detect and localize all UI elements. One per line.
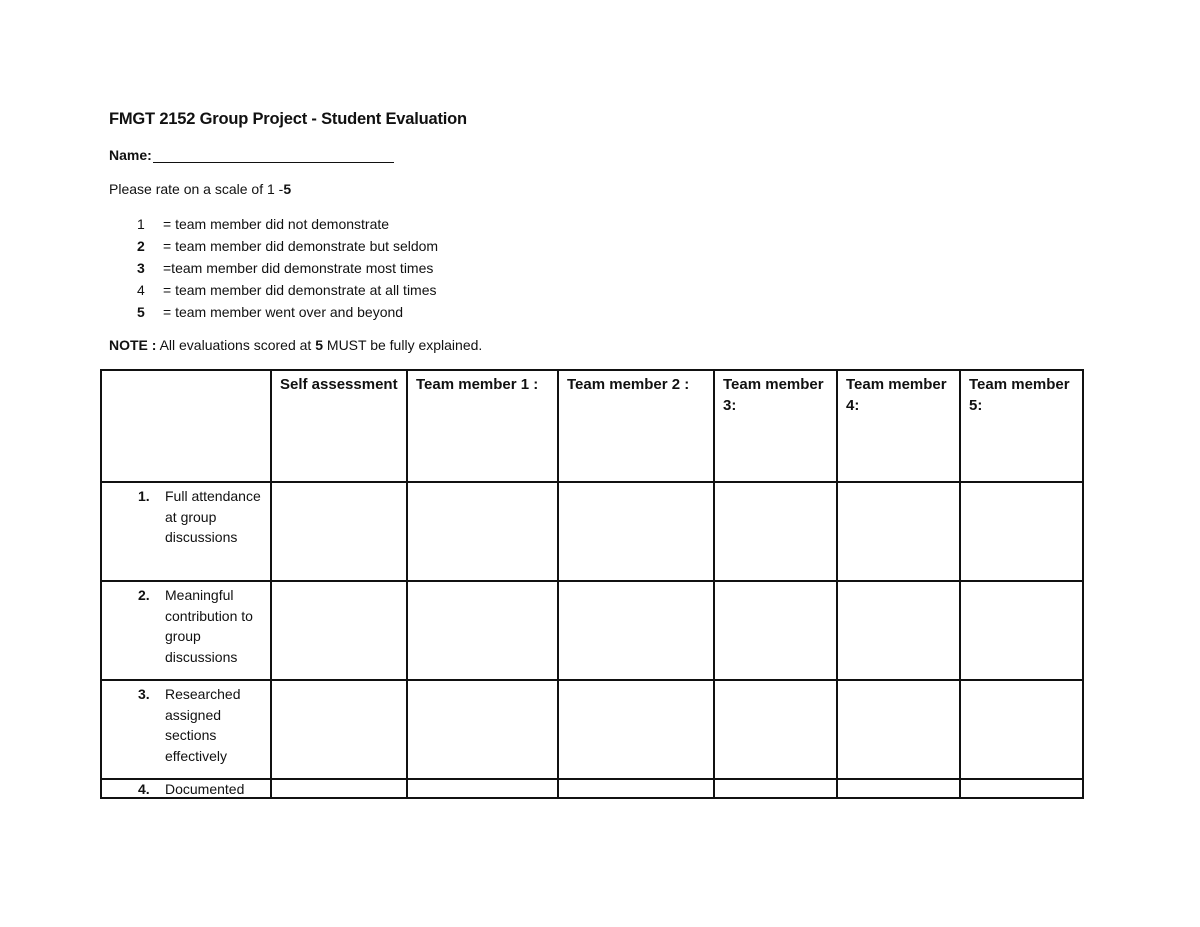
score-cell[interactable]: [407, 779, 558, 798]
score-cell[interactable]: [837, 779, 960, 798]
score-cell[interactable]: [407, 482, 558, 581]
scale-number: 3: [137, 260, 145, 276]
scale-item: [137, 259, 438, 281]
criterion-cell: [101, 680, 271, 779]
score-cell[interactable]: [960, 581, 1083, 680]
score-cell[interactable]: [558, 680, 714, 779]
score-cell[interactable]: [271, 680, 407, 779]
criterion-number: 3.: [138, 686, 150, 702]
criterion-cell: [101, 779, 271, 798]
criteria-header-cell: [101, 370, 271, 482]
column-header-member-2: Team member 2 :: [558, 370, 714, 482]
criterion-cell: [101, 581, 271, 680]
score-cell[interactable]: [714, 779, 837, 798]
criterion-cell: [101, 482, 271, 581]
score-cell[interactable]: [714, 680, 837, 779]
rating-instructions: [109, 181, 291, 197]
table-row: [101, 779, 1083, 798]
column-header-member-4: Team member 4:: [837, 370, 960, 482]
table-row: [101, 482, 1083, 581]
table-row: [101, 680, 1083, 779]
scale-description: = team member went over and beyond: [163, 304, 404, 320]
column-header-member-5: Team member 5:: [960, 370, 1083, 482]
scale-number: 2: [137, 238, 145, 254]
criterion-label: Full attendance at group discussions: [165, 488, 261, 545]
scale-item: [137, 215, 438, 237]
rating-max: 5: [283, 181, 292, 197]
score-cell[interactable]: [407, 680, 558, 779]
score-cell[interactable]: [837, 680, 960, 779]
score-cell[interactable]: [837, 482, 960, 581]
score-cell[interactable]: [960, 779, 1083, 798]
scale-number: 4: [137, 282, 145, 298]
score-cell[interactable]: [960, 482, 1083, 581]
rating-instructions-text: Please rate on a scale of 1 -: [109, 181, 284, 197]
criterion-number: 1.: [138, 488, 150, 504]
note-label: NOTE :: [109, 337, 157, 353]
scale-description: = team member did demonstrate at all times: [163, 282, 437, 298]
scale-number: 5: [137, 304, 145, 320]
table-row: [101, 581, 1083, 680]
criterion-label: Documented: [165, 781, 245, 797]
rating-scale-list: [137, 215, 438, 325]
scale-item: [137, 281, 438, 303]
name-field: [109, 147, 394, 163]
column-header-self: Self assessment: [271, 370, 407, 482]
note-text-suffix: MUST be fully explained.: [323, 337, 483, 353]
score-cell[interactable]: [271, 482, 407, 581]
scale-item: [137, 303, 438, 325]
scale-description: = team member did demonstrate but seldom: [163, 238, 439, 254]
scale-item: [137, 237, 438, 259]
note-score: 5: [315, 337, 324, 353]
note-text-prefix: All evaluations scored at: [156, 337, 316, 353]
criterion-number: 2.: [138, 587, 150, 603]
score-cell[interactable]: [271, 581, 407, 680]
score-cell[interactable]: [407, 581, 558, 680]
scale-description: =team member did demonstrate most times: [163, 260, 434, 276]
criterion-label: Researched assigned sections effectively: [165, 686, 241, 764]
score-cell[interactable]: [558, 581, 714, 680]
score-cell[interactable]: [558, 779, 714, 798]
column-header-member-1: Team member 1 :: [407, 370, 558, 482]
scale-description: = team member did not demonstrate: [163, 216, 390, 232]
note-line: [109, 337, 482, 353]
score-cell[interactable]: [558, 482, 714, 581]
evaluation-table: [100, 369, 1084, 799]
score-cell[interactable]: [714, 482, 837, 581]
score-cell[interactable]: [837, 581, 960, 680]
score-cell[interactable]: [271, 779, 407, 798]
page-title: FMGT 2152 Group Project - Student Evaluation: [109, 110, 467, 128]
scale-number: 1: [137, 216, 145, 232]
column-header-member-3: Team member 3:: [714, 370, 837, 482]
score-cell[interactable]: [714, 581, 837, 680]
name-blank-line: [153, 147, 394, 163]
table-header-row: [101, 370, 1083, 482]
criterion-label: Meaningful contribution to group discussions: [165, 587, 253, 665]
criterion-number: 4.: [138, 781, 150, 797]
score-cell[interactable]: [960, 680, 1083, 779]
name-label: Name:: [109, 147, 152, 163]
